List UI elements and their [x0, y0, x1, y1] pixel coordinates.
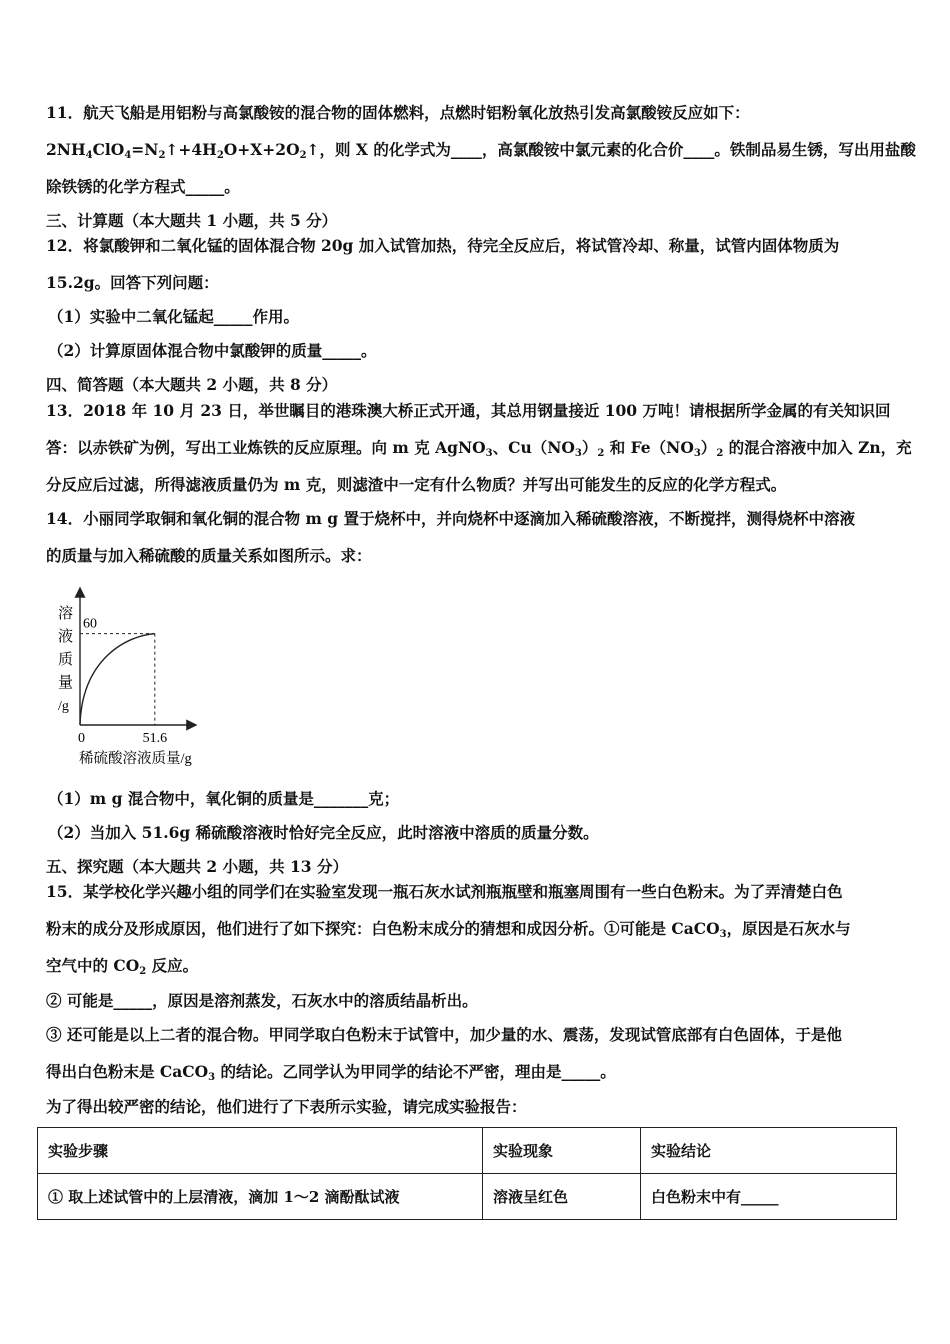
q13-line1: 13．2018 年 10 月 23 日，举世瞩目的港珠澳大桥正式开通，其总用钢量接近 100 万吨！请根据所学金属的有关知识回 [46, 401, 891, 420]
x-tick-label: 51.6 [142, 731, 168, 746]
q11-line1: 11．航天飞船是用铝粉与高氯酸铵的混合物的固体燃料，点燃时铝粉氧化放热引发高氯酸铵反应如下： [46, 103, 750, 122]
row1-step: ① 取上述试管中的上层清液，滴加 1～2 滴酚酞试液 [38, 1174, 483, 1220]
row1-phenomenon: 溶液呈红色 [483, 1174, 641, 1220]
q14-part1: （1）m g 混合物中，氧化铜的质量是_______克； [48, 789, 400, 808]
q14-part2: （2）当加入 51.6g 稀硫酸溶液时恰好完全反应，此时溶液中溶质的质量分数。 [48, 823, 599, 842]
section-5-title: 五、探究题（本大题共 2 小题，共 13 分） [46, 857, 348, 876]
y-tick-label: 60 [83, 616, 97, 632]
header-phenomenon: 实验现象 [483, 1128, 641, 1174]
q12-line1: 12．将氯酸钾和二氧化锰的固体混合物 20g 加入试管加热，待完全反应后，将试管冷却、称量，试管内固体物质为 [46, 236, 840, 255]
q12-part1: （1）实验中二氧化锰起_____作用。 [48, 307, 300, 326]
ylabel-char-5: /g [58, 699, 69, 714]
q13-line2: 答：以赤铁矿为例，写出工业炼铁的反应原理。向 m 克 AgNO$_3$、$Cu(NO_3)_2$ 和 $Fe(NO_3)_2$ 的混合溶液中加入 Zn，充 [46, 438, 912, 459]
table-header-row [38, 1128, 897, 1174]
ylabel-char-4: 量 [58, 675, 74, 691]
section-4-title: 四、简答题（本大题共 2 小题，共 8 分） [46, 375, 338, 394]
header-steps: 实验步骤 [38, 1128, 483, 1174]
header-conclusion: 实验结论 [641, 1128, 897, 1174]
q14-line2: 的质量与加入稀硫酸的质量关系如图所示。求： [46, 546, 372, 565]
q15-line1: 15．某学校化学兴趣小组的同学们在实验室发现一瓶石灰水试剂瓶瓶壁和瓶塞周围有一些白色粉末。为了弄清楚白色 [46, 882, 843, 901]
data-curve [80, 634, 155, 725]
ylabel-char-1: 溶 [58, 606, 74, 622]
x-axis-label: 稀硫酸溶液质量/g [79, 751, 192, 767]
table-row [38, 1174, 897, 1220]
q12-line2: 15.2g。回答下列问题： [46, 273, 219, 292]
q11-line3: 除铁锈的化学方程式_____。 [46, 177, 240, 196]
q15-line3: 空气中的 $CO_2$ 反应。 [46, 956, 199, 977]
q15-line2: 粉末的成分及形成原因，他们进行了如下探究：白色粉末成分的猜想和成因分析。①可能是 CaCO$_3$，原因是石灰水与 [46, 919, 851, 940]
q13-line3: 分反应后过滤，所得滤液质量仍为 m 克，则滤渣中一定有什么物质？并写出可能发生的反应的化学方程式。 [46, 475, 787, 494]
ylabel-char-2: 液 [58, 629, 74, 645]
q15-line4: ② 可能是_____，原因是溶剂蒸发，石灰水中的溶质结晶析出。 [46, 991, 478, 1010]
ylabel-char-3: 质 [58, 652, 74, 668]
solution-mass-chart [50, 578, 250, 773]
experiment-report-table [37, 1127, 897, 1220]
row1-conclusion: 白色粉末中有_____ [641, 1174, 897, 1220]
q14-line1: 14．小丽同学取铜和氧化铜的混合物 m g 置于烧杯中，并向烧杯中逐滴加入稀硫酸溶液，不断搅拌，测得烧杯中溶液 [46, 509, 856, 528]
section-3-title: 三、计算题（本大题共 1 小题，共 5 分） [46, 211, 338, 230]
q15-line7: 为了得出较严密的结论，他们进行了下表所示实验，请完成实验报告： [46, 1097, 527, 1116]
origin-label: 0 [78, 731, 85, 746]
q12-part2: （2）计算原固体混合物中氯酸钾的质量_____。 [48, 341, 377, 360]
q11-line2: $2NH_4ClO_4=N_2↑+4H_2O+X+2O_2↑$，则 X 的化学式为____，高氯酸铵中氯元素的化合价____。铁制品易生锈，写出用盐酸 [46, 140, 916, 161]
q15-line5: ③ 还可能是以上二者的混合物。甲同学取白色粉末于试管中，加少量的水、震荡，发现试管底部有白色固体，于是他 [46, 1025, 842, 1044]
q15-line6: 得出白色粉末是 CaCO$_3$ 的结论。乙同学认为甲同学的结论不严密，理由是_____。 [46, 1062, 616, 1083]
